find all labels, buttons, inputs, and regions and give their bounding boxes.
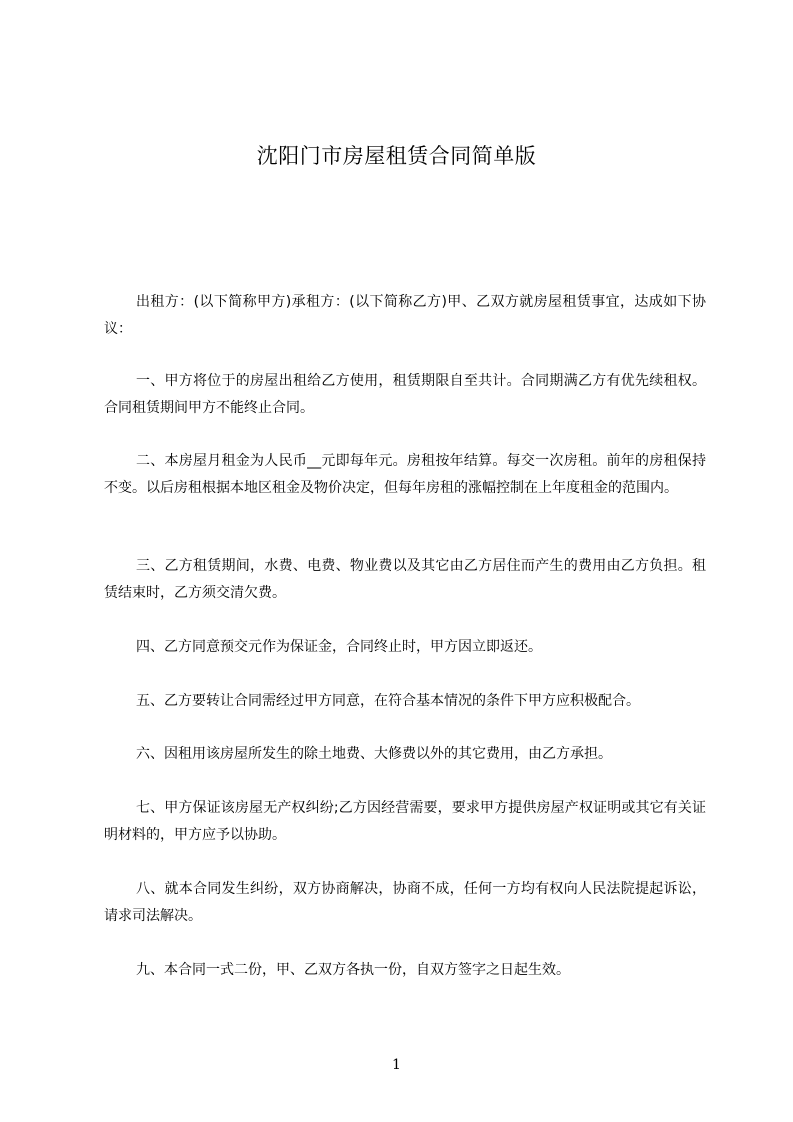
document-title: 沈阳门市房屋租赁合同简单版	[256, 144, 537, 168]
clause-5-transfer: 五、乙方要转让合同需经过甲方同意，在符合基本情况的条件下甲方应积极配合。	[136, 693, 640, 709]
paragraph-parties: 出租方：(以下简称甲方)承租方：(以下简称乙方)甲、乙双方就房屋租赁事宜，达成如下协议：	[104, 294, 706, 337]
clause-9-effectiveness: 九、本合同一式二份，甲、乙双方各执一份，自双方签字之日起生效。	[136, 962, 570, 978]
clause-3-utilities: 三、乙方租赁期间，水费、电费、物业费以及其它由乙方居住而产生的费用由乙方负担。租赁结束时，乙方须交清欠费。	[104, 558, 706, 601]
clause-7-property-right: 七、甲方保证该房屋无产权纠纷;乙方因经营需要，要求甲方提供房屋产权证明或其它有关证明材料的，甲方应予以协助。	[104, 800, 706, 843]
clause-6-other-fees: 六、因租用该房屋所发生的除土地费、大修费以外的其它费用，由乙方承担。	[136, 746, 612, 762]
clause-8-disputes: 八、就本合同发生纠纷，双方协商解决，协商不成，任何一方均有权向人民法院提起诉讼，请求司法解决。	[104, 881, 706, 924]
clause-2-rent: 二、本房屋月租金为人民币__元即每年元。房租按年结算。每交一次房租。前年的房租保持不变。以后房租根据本地区租金及物价决定，但每年房租的涨幅控制在上年度租金的范围内。	[104, 453, 706, 496]
clause-1-lease-term: 一、甲方将位于的房屋出租给乙方使用，租赁期限自至共计。合同期满乙方有优先续租权。合同租赁期间甲方不能终止合同。	[104, 373, 706, 416]
page-number: 1	[392, 1057, 401, 1073]
clause-4-deposit: 四、乙方同意预交元作为保证金，合同终止时，甲方因立即返还。	[136, 639, 542, 655]
